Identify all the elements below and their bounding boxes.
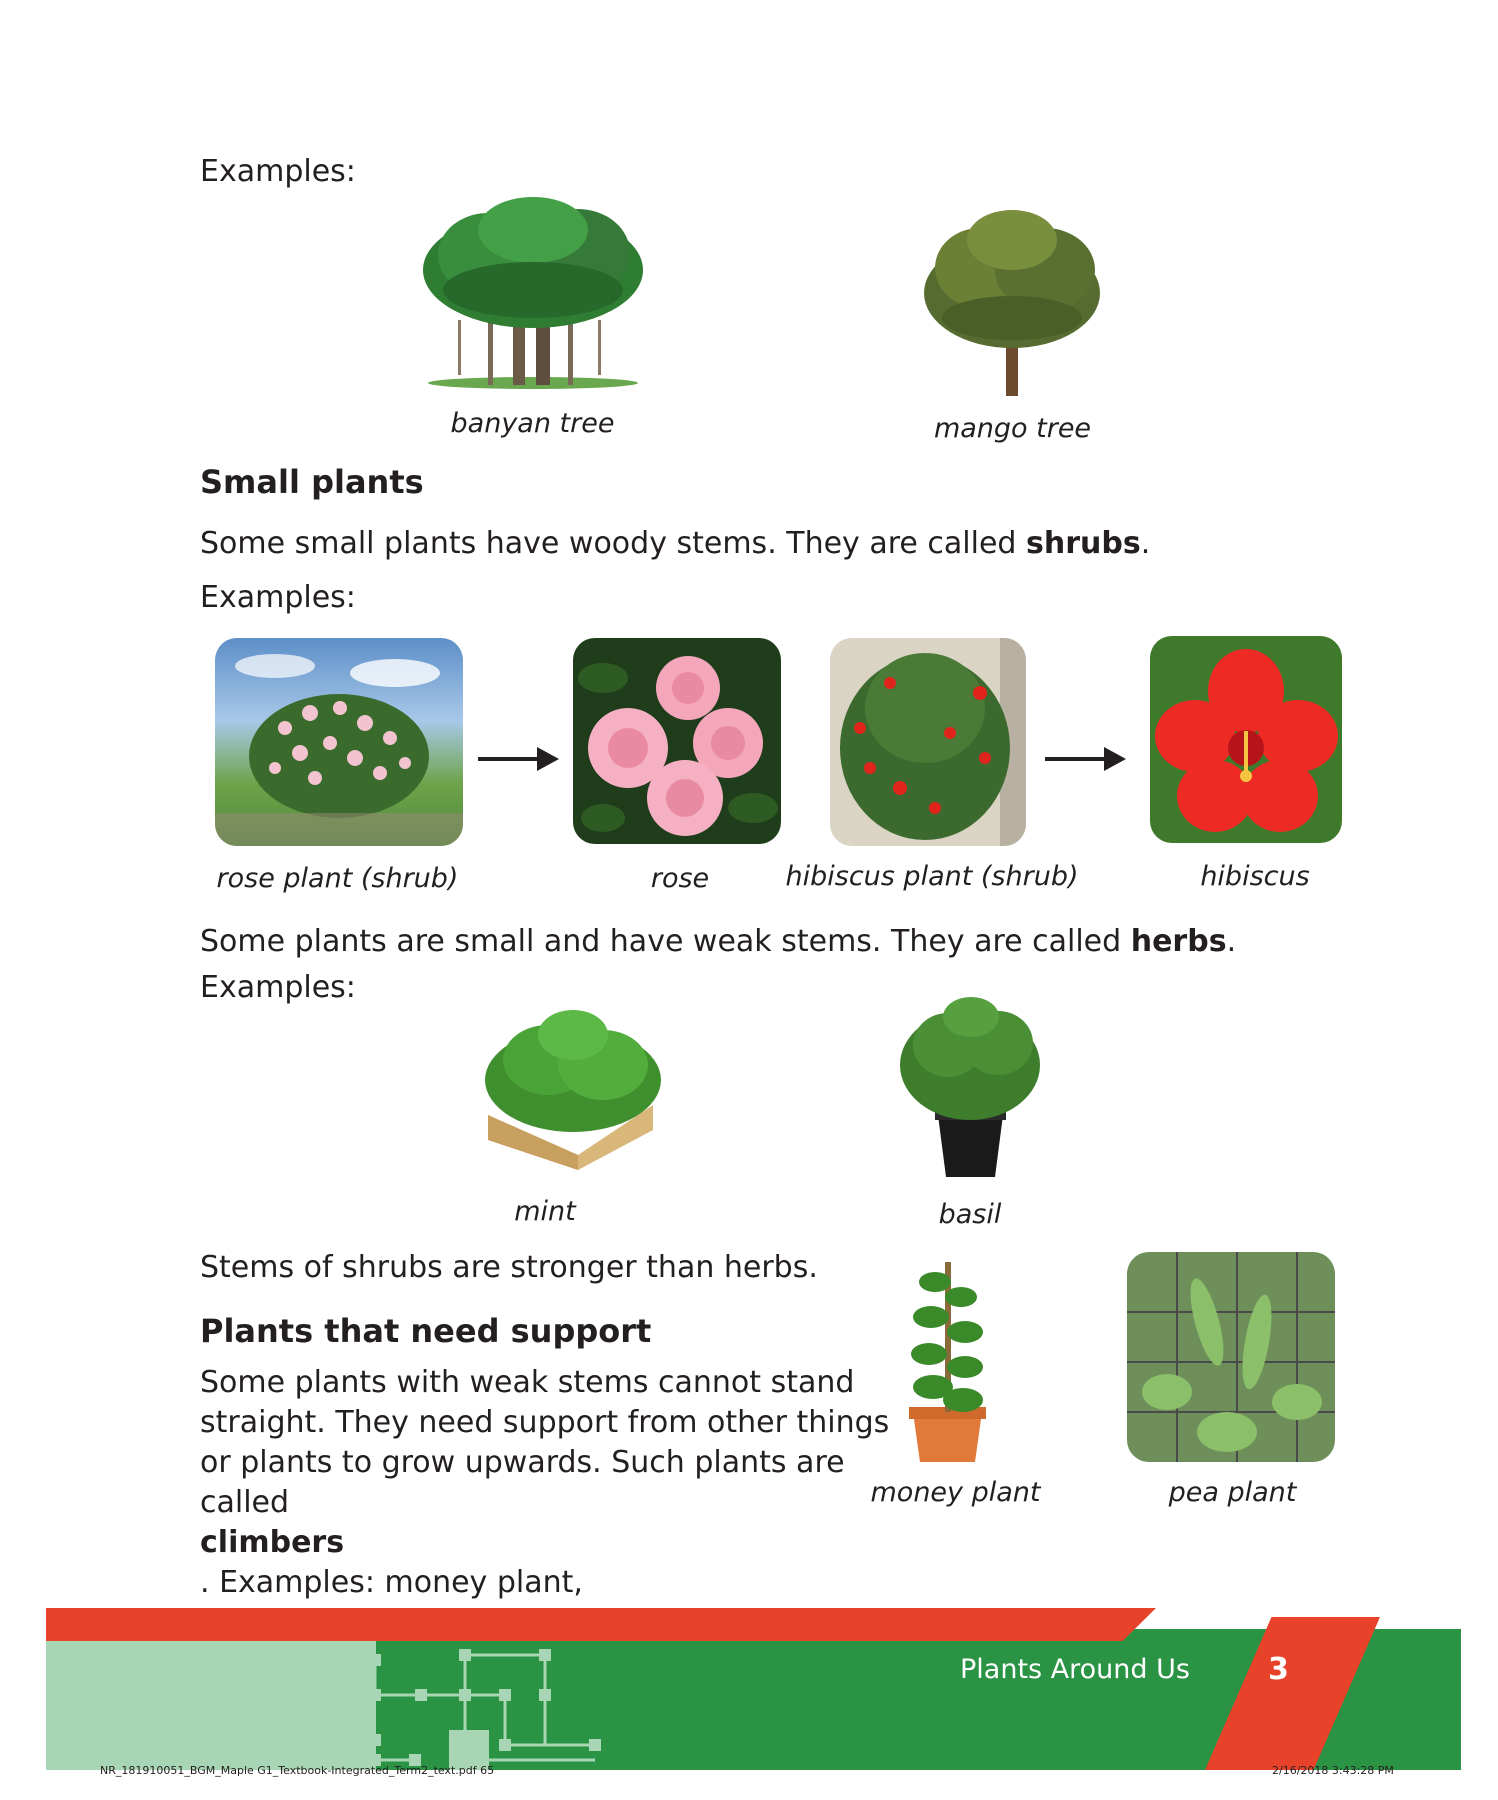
rose-flower-image: [573, 638, 781, 844]
caption-mint: mint: [514, 1196, 576, 1227]
hibiscus-plant-image: [830, 638, 1026, 846]
heading-small-plants: Small plants: [200, 463, 424, 501]
heading-plants-need-support: Plants that need support: [200, 1312, 652, 1350]
caption-hibiscus-plant: hibiscus plant (shrub): [785, 861, 1079, 892]
mango-tree-image: [920, 208, 1105, 398]
examples-label-shrubs: Examples:: [200, 580, 356, 615]
footer-file-info: NR_181910051_BGM_Maple G1_Textbook-Integrated_Term2_text.pdf 65: [100, 1764, 495, 1777]
shrubs-definition: Some small plants have woody stems. They are called shrubs.: [200, 526, 1151, 561]
pea-plant-image: [1127, 1252, 1335, 1462]
banyan-tree-image: [418, 195, 648, 390]
footer-page-number: 3: [1268, 1652, 1289, 1687]
caption-money-plant: money plant: [870, 1477, 1041, 1508]
mint-image: [478, 1005, 666, 1170]
climbers-term: climbers: [200, 1525, 345, 1560]
herbs-definition: Some plants are small and have weak stems. They are called herbs.: [200, 924, 1237, 959]
rose-plant-image: [215, 638, 463, 846]
examples-label-trees: Examples:: [200, 154, 356, 189]
footer-timestamp: 2/16/2018 3:43:28 PM: [1272, 1764, 1394, 1777]
caption-hibiscus: hibiscus: [1200, 861, 1310, 892]
arrow-hibiscus: [1045, 757, 1120, 761]
caption-pea-plant: pea plant: [1168, 1477, 1297, 1508]
caption-basil: basil: [938, 1199, 1002, 1230]
money-plant-image: [895, 1262, 1000, 1462]
basil-image: [893, 995, 1048, 1180]
shrubs-term: shrubs: [1025, 526, 1141, 561]
caption-rose-plant: rose plant (shrub): [216, 863, 459, 894]
footer-chapter-title: Plants Around Us: [960, 1654, 1190, 1685]
arrow-rose: [478, 757, 553, 761]
hibiscus-flower-image: [1150, 636, 1342, 843]
caption-rose: rose: [650, 863, 710, 894]
caption-banyan-tree: banyan tree: [450, 408, 615, 439]
footer-circuit-pattern: [275, 1635, 605, 1770]
examples-label-herbs: Examples:: [200, 970, 356, 1005]
herbs-term: herbs: [1130, 924, 1227, 959]
caption-mango-tree: mango tree: [933, 413, 1092, 444]
shrubs-vs-herbs: Stems of shrubs are stronger than herbs.: [200, 1250, 818, 1285]
climbers-paragraph: Some plants with weak stems cannot stand straight. They need support from other things or plants to grow upwards. Such plants are called climbers . Examples: money plant,: [200, 1365, 890, 1600]
